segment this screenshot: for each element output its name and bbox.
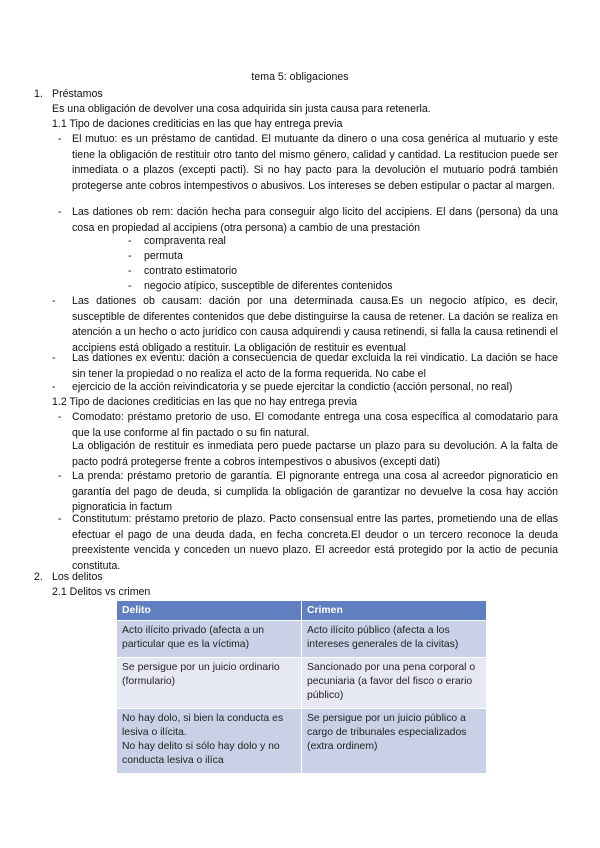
section-1-number: 1. — [34, 88, 43, 100]
bullet-dash: - — [58, 513, 62, 525]
table-cell: Sancionado por una pena corporal o pecuniaria (a favor del fisco o erario público) — [302, 658, 487, 709]
sub-list-item-text: contrato estimatorio — [144, 265, 238, 277]
subsection-1-1-heading: 1.1 Tipo de daciones crediticias en las que hay entrega previa — [52, 118, 343, 130]
delito-crimen-table — [117, 601, 486, 773]
subsection-1-2-heading: 1.2 Tipo de daciones crediticias en las que no hay entrega previa — [52, 396, 358, 408]
bullet-dash: - — [128, 280, 132, 292]
table-row — [117, 658, 486, 709]
section-1-intro: Es una obligación de devolver una cosa adquirida sin justa causa para retenerla. — [52, 103, 431, 115]
table-row — [117, 709, 486, 774]
sub-list-item-text: permuta — [144, 250, 183, 262]
list-item-text: Comodato: préstamo pretorio de uso. El comodante entrega una cosa específica al comodatario para que la use conforme al fin pactado o su fin natural. — [72, 411, 558, 439]
list-item — [58, 205, 558, 236]
sub-list-item — [128, 264, 237, 280]
section-2-heading: Los delitos — [52, 571, 103, 583]
bullet-dash: - — [52, 295, 56, 307]
sub-list-item-text: negocio atípico, susceptible de diferentes contenidos — [144, 280, 393, 292]
table-header-cell: Delito — [117, 601, 302, 621]
bullet-dash: - — [52, 381, 56, 393]
list-item-text: Las dationes ex eventu: dación a consecuencia de quedar excluida la rei vindicatio. La dación se hace sin tener la propiedad o no realiza el acto de la forma requerida. No cabe el — [72, 352, 558, 380]
section-1-heading: Préstamos — [52, 88, 103, 100]
comodato-paragraph: La obligación de restituir es inmediata pero puede pactarse un plazo para su devolución. A la falta de pacto podrá protegerse frente a cobros intempestivos o abusivos (excepti dati) — [72, 440, 558, 468]
subsection-2-1-heading: 2.1 Delitos vs crimen — [52, 586, 151, 598]
list-item — [52, 294, 558, 356]
table-cell: No hay dolo, si bien la conducta es lesiva o ilícita. No hay delito si sólo hay dolo y no conducta lesiva o ilíca — [117, 709, 302, 774]
bullet-dash: - — [128, 235, 132, 247]
list-item-text: ejercicio de la acción reivindicatoria y se puede ejercitar la condictio (acción personal, no real) — [72, 381, 513, 393]
sub-list-item — [128, 249, 183, 265]
bullet-dash: - — [128, 250, 132, 262]
table-cell: Acto ilícito privado (afecta a un particular que es la víctima) — [117, 621, 302, 658]
section-2-number: 2. — [34, 571, 43, 583]
list-item-text: Las dationes ob causam: dación por una determinada causa.Es un negocio atípico, es decir, susceptible de diferentes contenidos que debe distinguirse la causa de retener. La dación se realiza en atención a un hecho o acto jurídico con causa adquirendi y causa retinendi, si falla la causa retinendi el accipiens está obligado a restituir. La obligación de restituir es eventual — [72, 295, 558, 354]
sub-list-item — [128, 279, 393, 295]
table-cell: Se persigue por un juicio ordinario (formulario) — [117, 658, 302, 709]
list-item-text: El mutuo: es un préstamo de cantidad. El mutuante da dinero o una cosa genérica al mutuario y este tiene la obligación de restituir otro tanto del mismo género, calidad y cantidad. La restitucion puede ser inmediata o a plazos (excepti pacti). Si no hay pacto para la devolución el mutuario podrá también protegerse ante cobros intempestivos o abusivos. Los intereses se deben estipular o pactar al margen. — [72, 133, 558, 192]
sub-list-item — [128, 234, 226, 250]
list-item — [58, 469, 558, 516]
bullet-dash: - — [52, 352, 56, 364]
list-item-text: La prenda: préstamo pretorio de garantía. El pignorante entrega una cosa al acreedor pignoraticio en garantía del pago de deuda, si cumplida la obligación de garantizar no devuelve la cosa hay acción pignoraticia in factum — [72, 470, 558, 514]
list-item — [52, 351, 558, 382]
bullet-dash: - — [58, 411, 62, 423]
bullet-dash: - — [128, 265, 132, 277]
bullet-dash: - — [58, 206, 62, 218]
list-item — [58, 410, 558, 441]
table-cell: Acto ilícito público (afecta a los intereses generales de la civitas) — [302, 621, 487, 658]
list-item — [58, 132, 558, 194]
bullet-dash: - — [58, 470, 62, 482]
bullet-dash: - — [58, 133, 62, 145]
table-header-cell: Crimen — [302, 601, 487, 621]
list-item-text: Las dationes ob rem: dación hecha para conseguir algo licito del accipiens. El dans (persona) da una cosa en propiedad al accipiens (otra persona) a cambio de una prestación — [72, 206, 558, 234]
list-item — [58, 512, 558, 574]
list-item-text: Constitutum: préstamo pretorio de plazo. Pacto consensual entre las partes, prometiendo una de ellas efectuar el pago de una deuda dada, en fecha concreta.El deudor o un tercero reconoce la deuda preexistente vencida y conceden un nuevo plazo. El acreedor está protegido por la actio de pecunia constituta. — [72, 513, 558, 572]
table-cell: Se persigue por un juicio público a cargo de tribunales especializados (extra ordinem) — [302, 709, 487, 774]
table-row — [117, 621, 486, 658]
sub-list-item-text: compraventa real — [144, 235, 226, 247]
table-header-row — [117, 601, 486, 621]
document-title: tema 5: obligaciones — [251, 71, 349, 83]
list-item — [52, 380, 558, 396]
